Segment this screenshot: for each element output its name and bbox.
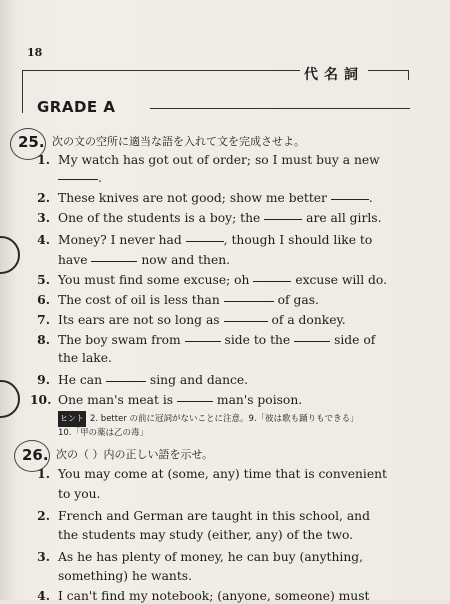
hint-line-2 [58,423,148,441]
page-number: 18 [27,46,43,59]
instruction-26: 次の（ ）内の正しい語を示せ。 [56,448,214,461]
answer-blank [91,260,137,262]
item-text: , though I should like to [223,233,373,247]
answer-blank [177,400,213,402]
item-number: 2. [37,508,50,523]
section-title: 代名詞 [300,64,368,84]
item-25-3 [30,210,382,226]
item-text: sing and dance. [149,373,249,387]
binder-ring [0,380,20,418]
answer-blank [224,320,268,322]
grade-rule [150,108,410,109]
item-number: 1. [37,466,50,481]
item-26-3-cont [58,568,192,584]
hint-label: ヒント [58,411,86,427]
item-25-9 [30,372,248,388]
item-number: 2. [37,190,50,205]
item-26-4 [30,588,369,604]
item-25-1 [30,152,380,168]
hint-text: 2. better の前に冠詞がないことに注意。9.「彼は歌も踊りもできる」 [90,414,359,424]
answer-blank [106,380,146,382]
question-number-26: 26. [22,446,49,464]
question-number-25: 25. [18,133,45,151]
instruction-25: 次の文の空所に適当な語を入れて文を完成させよ。 [52,135,305,148]
item-text: now and then. [141,253,231,267]
binder-ring [0,236,20,274]
item-text: French and German are taught in this school, and [58,509,370,523]
grade-heading: GRADE A [37,98,116,116]
item-number: 10. [30,392,52,407]
item-text: These knives are not good; show me better [58,191,327,205]
answer-blank [331,198,369,200]
item-text: of gas. [277,293,319,307]
item-25-1-blank: . [58,170,102,186]
item-text: something) he wants. [58,569,192,583]
answer-blank [58,178,98,180]
item-25-10 [30,392,302,408]
item-25-8 [30,332,375,348]
item-text: The cost of oil is less than [58,293,220,307]
item-26-1 [30,466,387,482]
answer-blank [294,340,330,342]
item-text: One man's meat is [58,393,174,407]
item-25-5 [30,272,387,288]
answer-blank [186,240,224,242]
item-text: side of [334,333,376,347]
item-number: 3. [37,549,50,564]
item-text: of a donkey. [271,313,346,327]
item-text: I can't find my notebook; (anyone, someone) must [58,589,370,603]
item-text: Its ears are not so long as [58,313,220,327]
item-text: man's poison. [216,393,303,407]
answer-blank [185,340,221,342]
item-text: to you. [58,487,101,501]
item-number: 5. [37,272,50,287]
item-26-2-cont [58,527,353,543]
item-text: My watch has got out of order; so I must buy a new [58,153,380,167]
hint-text: 10.「甲の薬は乙の毒」 [58,428,149,438]
item-number: 4. [37,232,50,247]
item-25-4-cont [58,252,230,268]
item-text: You must find some excuse; oh [58,273,250,287]
item-text: He can [58,373,103,387]
item-25-6 [30,292,319,308]
item-26-2 [30,508,370,524]
item-text: have [58,253,88,267]
item-text: The boy swam from [58,333,181,347]
item-number: 8. [37,332,50,347]
item-text: the lake. [58,351,112,365]
item-25-2: 2. These knives are not good; show me better . [30,190,373,206]
item-number: 9. [37,372,50,387]
item-text: As he has plenty of money, he can buy (anything, [58,550,364,564]
item-text: are all girls. [306,211,382,225]
item-number: 3. [37,210,50,225]
item-text: side to the [224,333,291,347]
item-number: 7. [37,312,50,327]
item-25-7 [30,312,346,328]
answer-blank [224,300,274,302]
item-number: 6. [37,292,50,307]
item-26-3 [30,549,363,565]
item-text: One of the students is a boy; the [58,211,261,225]
item-text: Money? I never had [58,233,182,247]
item-number: 4. [37,588,50,603]
item-number: 1. [37,152,50,167]
item-25-8-cont [58,350,112,366]
item-26-1-cont [58,486,100,502]
answer-blank [253,280,291,282]
section-frame-tick [408,70,409,80]
item-text: the students may study (either, any) of the two. [58,528,354,542]
answer-blank [264,218,302,220]
item-text: excuse will do. [295,273,388,287]
item-25-4 [30,232,372,248]
item-text: You may come at (some, any) time that is convenient [58,467,387,481]
